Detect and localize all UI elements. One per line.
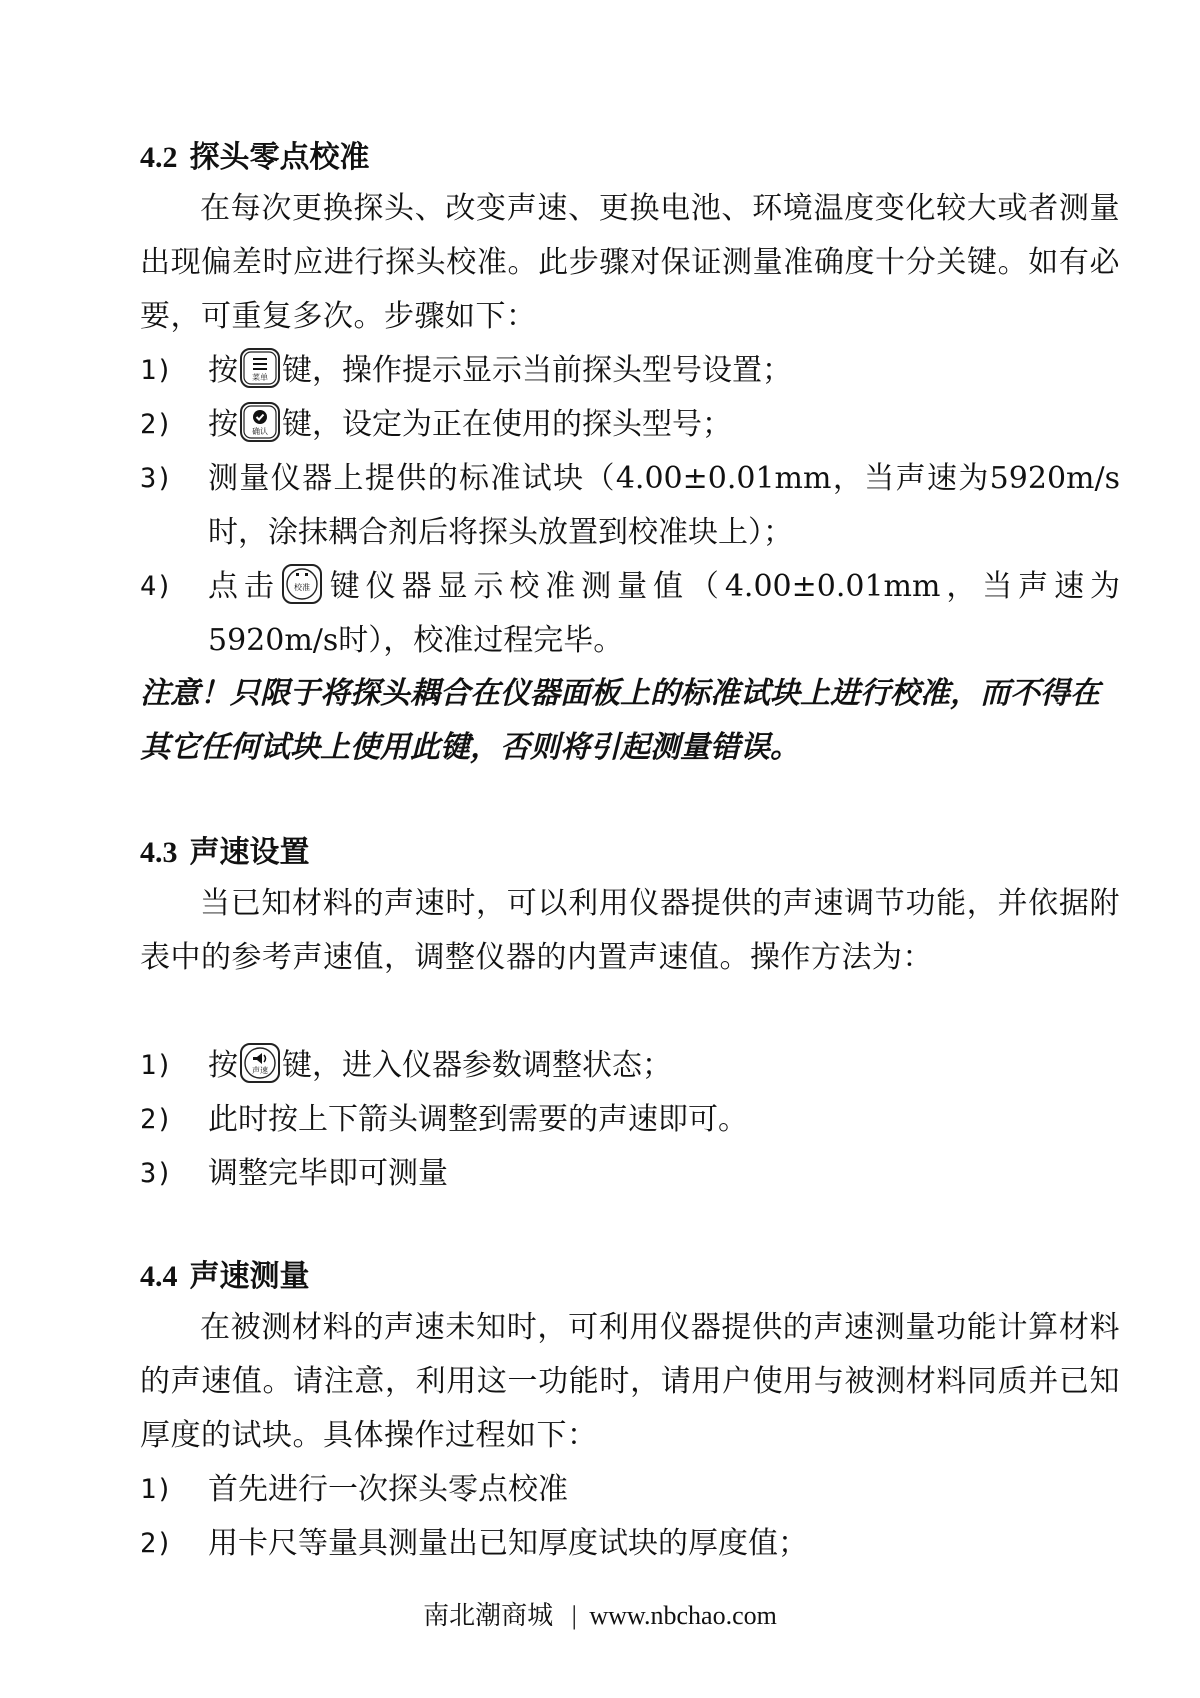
section-title: 声速测量 — [189, 1260, 310, 1293]
list-item — [140, 344, 1120, 398]
section-number: 4.3 — [140, 836, 178, 869]
list-index: 2) — [140, 1528, 173, 1559]
svg-text:校准: 校准 — [293, 583, 310, 592]
list-index: 1) — [140, 1474, 173, 1505]
footer-site-name: 南北潮商城 — [423, 1601, 554, 1630]
section-number: 4.2 — [140, 141, 178, 174]
svg-text:确认: 确认 — [252, 427, 268, 436]
section-heading — [140, 838, 310, 868]
footer-url-link[interactable]: www.nbchao.com — [589, 1601, 777, 1630]
list-index: 2) — [140, 1104, 173, 1135]
step-text: 测量仪器上提供的标准试块（4.00±0.01mm，当声速为5920m/s时，涂抹耦合剂后将探头放置到校准块上）； — [208, 461, 1120, 550]
section-title: 声速设置 — [189, 836, 310, 869]
list-item — [140, 398, 1120, 452]
section-intro-paragraph: 当已知材料的声速时，可以利用仪器提供的声速调节功能，并依据附表中的参考声速值，调整仪器的内置声速值。操作方法为： — [140, 886, 1120, 975]
step-text: 用卡尺等量具测量出已知厚度试块的厚度值； — [208, 1526, 808, 1561]
step-text: 此时按上下箭头调整到需要的声速即可。 — [208, 1102, 748, 1137]
list-index: 4) — [140, 571, 173, 602]
list-index: 3) — [140, 463, 173, 494]
list-index: 3) — [140, 1158, 173, 1189]
warning-note: 注意！只限于将探头耦合在仪器面板上的标准试块上进行校准，而不得在其它任何试块上使用此键，否则将引起测量错误。 — [140, 676, 1100, 765]
list-item — [140, 1039, 1120, 1093]
confirm-key-icon — [239, 401, 281, 443]
step-text: 键，进入仪器参数调整状态； — [282, 1048, 672, 1083]
step-text: 按 — [208, 407, 238, 442]
svg-text:菜单: 菜单 — [252, 373, 268, 382]
step-text: 按 — [208, 1048, 238, 1083]
section-heading — [140, 143, 370, 173]
svg-text:声速: 声速 — [252, 1066, 268, 1075]
calibrate-key-icon — [281, 563, 323, 605]
section-intro-paragraph: 在被测材料的声速未知时，可利用仪器提供的声速测量功能计算材料的声速值。请注意，利用这一功能时，请用户使用与被测材料同质并已知厚度的试块。具体操作过程如下： — [140, 1310, 1120, 1453]
menu-key-icon — [239, 347, 281, 389]
section-number: 4.4 — [140, 1260, 178, 1293]
step-text: 键仪器显示校准测量值（4.00±0.01mm，当声速为5920m/s时），校准过程完毕。 — [208, 569, 1121, 658]
section-heading — [140, 1262, 310, 1292]
list-index: 2) — [140, 409, 173, 440]
list-item — [140, 560, 1120, 668]
list-index: 1) — [140, 1050, 173, 1081]
list-item — [140, 452, 1120, 560]
step-text: 键，设定为正在使用的探头型号； — [282, 407, 732, 442]
section-title: 探头零点校准 — [189, 141, 370, 174]
sound-velocity-key-icon — [239, 1042, 281, 1084]
step-text: 键，操作提示显示当前探头型号设置； — [282, 353, 792, 388]
section-intro-paragraph: 在每次更换探头、改变声速、更换电池、环境温度变化较大或者测量出现偏差时应进行探头校准。此步骤对保证测量准确度十分关键。如有必要，可重复多次。步骤如下： — [140, 191, 1120, 334]
step-text: 调整完毕即可测量 — [208, 1156, 448, 1191]
footer-separator: | — [571, 1601, 577, 1630]
step-text: 点击 — [208, 569, 280, 604]
step-text: 按 — [208, 353, 238, 388]
step-text: 首先进行一次探头零点校准 — [208, 1472, 568, 1507]
list-item — [140, 1517, 1120, 1571]
list-index: 1) — [140, 355, 173, 386]
list-item — [140, 1463, 1120, 1517]
list-item — [140, 1093, 1120, 1147]
page-footer — [0, 1595, 1200, 1632]
list-item — [140, 1147, 1120, 1201]
